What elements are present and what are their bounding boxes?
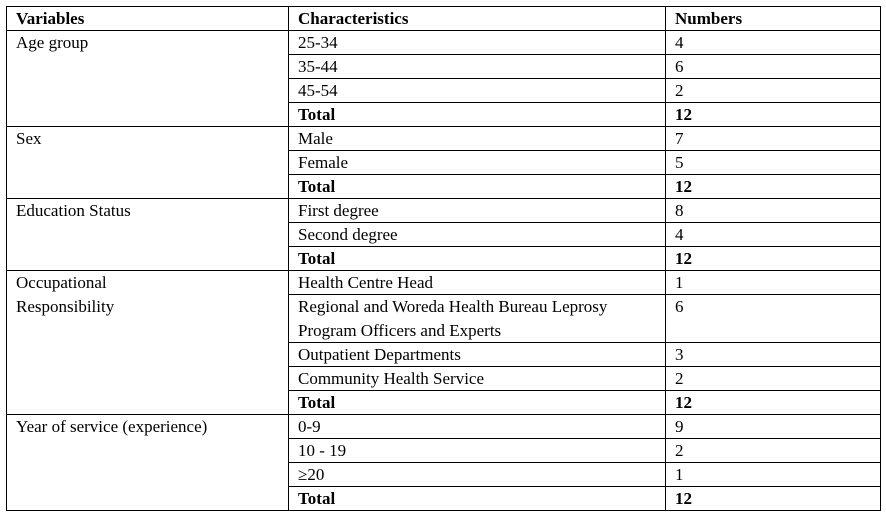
number-cell: 2: [666, 367, 881, 391]
characteristic-cell: 35-44: [289, 55, 666, 79]
total-label: Total: [289, 103, 666, 127]
number-cell: 1: [666, 463, 881, 487]
total-label: Total: [289, 175, 666, 199]
characteristic-cell: ≥20: [289, 463, 666, 487]
number-cell: 4: [666, 223, 881, 247]
variable-cell: Sex: [7, 127, 289, 199]
characteristic-cell: 0-9: [289, 415, 666, 439]
variable-cell: Age group: [7, 31, 289, 127]
characteristic-cell: Male: [289, 127, 666, 151]
number-cell: 6: [666, 295, 881, 343]
variable-cell: Occupational Responsibility: [7, 271, 289, 415]
characteristic-cell: First degree: [289, 199, 666, 223]
header-characteristics: Characteristics: [289, 7, 666, 31]
number-cell: 2: [666, 439, 881, 463]
characteristic-cell: 45-54: [289, 79, 666, 103]
characteristic-cell: 25-34: [289, 31, 666, 55]
number-cell: 1: [666, 271, 881, 295]
total-value: 12: [666, 487, 881, 511]
variable-cell: Year of service (experience): [7, 415, 289, 511]
number-cell: 9: [666, 415, 881, 439]
total-label: Total: [289, 391, 666, 415]
characteristic-cell: 10 - 19: [289, 439, 666, 463]
header-variables: Variables: [7, 7, 289, 31]
total-label: Total: [289, 487, 666, 511]
number-cell: 3: [666, 343, 881, 367]
table-row: [7, 31, 881, 55]
number-cell: 5: [666, 151, 881, 175]
total-value: 12: [666, 175, 881, 199]
number-cell: 4: [666, 31, 881, 55]
header-numbers: Numbers: [666, 7, 881, 31]
characteristic-cell: Second degree: [289, 223, 666, 247]
total-value: 12: [666, 391, 881, 415]
characteristic-cell: Regional and Woreda Health Bureau Leprosy Program Officers and Experts: [289, 295, 666, 343]
total-value: 12: [666, 103, 881, 127]
characteristic-cell: Health Centre Head: [289, 271, 666, 295]
table-row: [7, 127, 881, 151]
variable-cell: Education Status: [7, 199, 289, 271]
header-row: [7, 7, 881, 31]
characteristic-cell: Community Health Service: [289, 367, 666, 391]
number-cell: 8: [666, 199, 881, 223]
table-row: [7, 199, 881, 223]
number-cell: 7: [666, 127, 881, 151]
table-row: [7, 415, 881, 439]
table-row: [7, 271, 881, 295]
total-label: Total: [289, 247, 666, 271]
number-cell: 2: [666, 79, 881, 103]
demographics-table: [6, 6, 881, 511]
characteristic-cell: Outpatient Departments: [289, 343, 666, 367]
total-value: 12: [666, 247, 881, 271]
characteristic-cell: Female: [289, 151, 666, 175]
number-cell: 6: [666, 55, 881, 79]
